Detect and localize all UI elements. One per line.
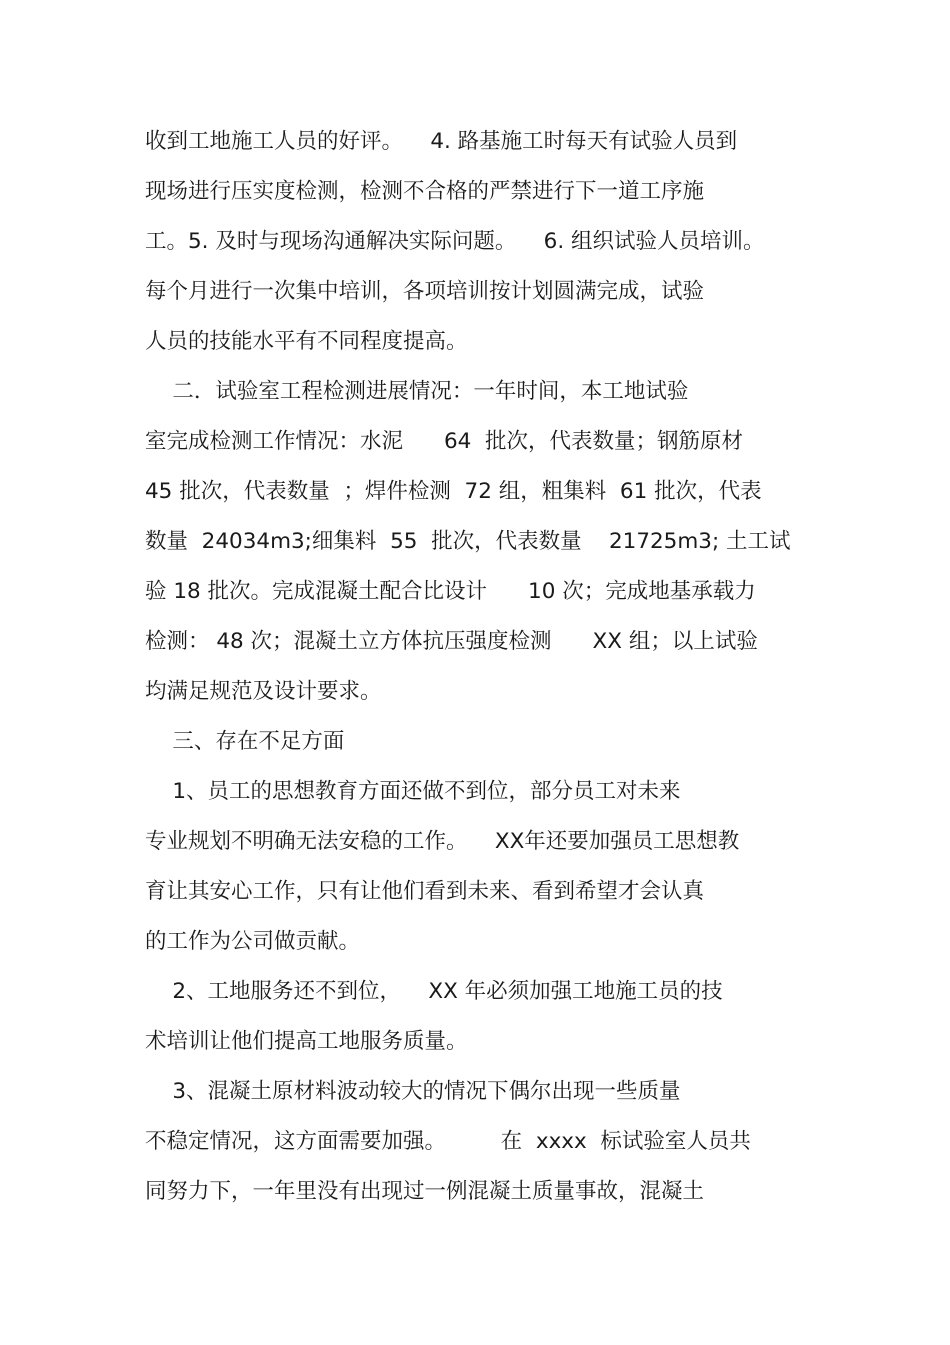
text-line: 育让其安心工作，只有让他们看到未来、看到希望才会认真 [145,879,705,904]
text-line: 验 18 批次。完成混凝土配合比设计 10 次；完成地基承载力 [145,579,756,604]
text-line: 专业规划不明确无法安稳的工作。 XX年还要加强员工思想教 [145,829,740,854]
text-line: 2、工地服务还不到位， XX 年必须加强工地施工员的技 [145,979,723,1004]
text-line: 3、混凝土原材料波动较大的情况下偶尔出现一些质量 [145,1079,681,1104]
text-line: 室完成检测工作情况：水泥 64 批次，代表数量；钢筋原材 [145,429,744,454]
section-heading: 三、存在不足方面 [145,729,345,754]
text-line: 工。5. 及时与现场沟通解决实际问题。 6. 组织试验人员培训。 [145,229,765,254]
text-line: 的工作为公司做贡献。 [145,929,361,954]
text-line: 收到工地施工人员的好评。 4. 路基施工时每天有试验人员到 [145,129,738,154]
text-line: 1、员工的思想教育方面还做不到位，部分员工对未来 [145,779,681,804]
text-line: 术培训让他们提高工地服务质量。 [145,1029,468,1054]
text-line: 现场进行压实度检测，检测不合格的严禁进行下一道工序施 [145,179,705,204]
text-line: 同努力下，一年里没有出现过一例混凝土质量事故，混凝土 [145,1179,705,1204]
text-line: 不稳定情况，这方面需要加强。 在 xxxx 标试验室人员共 [145,1129,751,1154]
text-line: 均满足规范及设计要求。 [145,679,382,704]
text-line: 每个月进行一次集中培训，各项培训按计划圆满完成，试验 [145,279,705,304]
text-line: 人员的技能水平有不同程度提高。 [145,329,468,354]
text-line: 45 批次，代表数量 ；焊件检测 72 组，粗集料 61 批次，代表 [145,479,762,504]
text-line: 检测： 48 次；混凝土立方体抗压强度检测 XX 组；以上试验 [145,629,758,654]
text-line: 数量 24034m3;细集料 55 批次，代表数量 21725m3; 土工试 [145,529,791,554]
text-line: 二．试验室工程检测进展情况：一年时间，本工地试验 [145,379,689,404]
